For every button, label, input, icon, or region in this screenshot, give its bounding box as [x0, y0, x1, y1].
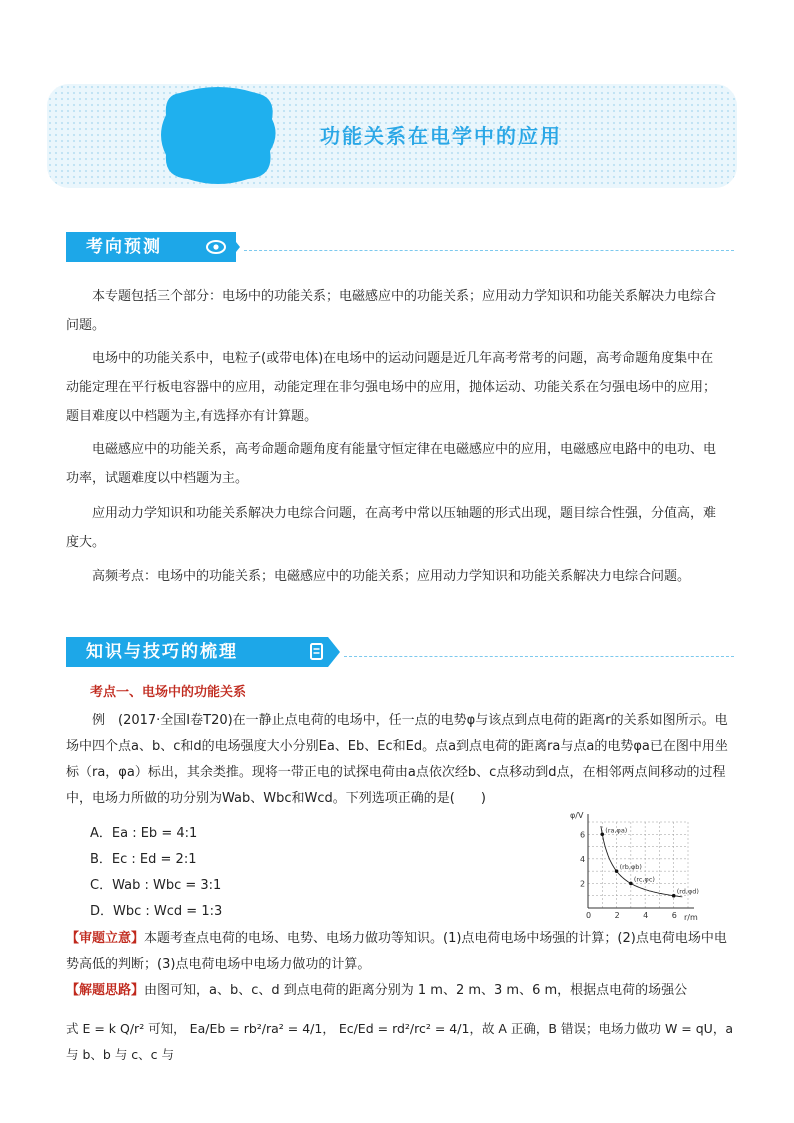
analysis-text: 本题考查点电荷的电场、电势、电场力做功等知识。(1)点电荷电场中场强的计算；(2)点电荷电场中电势高低的判断；(3)点电荷电场中电场力做功的计算。 [66, 931, 727, 972]
forecast-paragraph-2: 电场中的功能关系中，电粒子(或带电体)在电场中的运动问题是近几年高考常考的问题，高考命题角度集中在动能定理在平行板电容器中的应用，动能定理在非匀强电场中的应用，抛体运动、功能关系在匀强电场中的应用；题目难度以中档题为主,有选择亦有计算题。 [66, 351, 717, 424]
divider [244, 250, 734, 251]
section-header-knowledge [66, 637, 324, 667]
point-label: (rd,φd) [676, 887, 699, 896]
decorative-blob [160, 85, 276, 185]
data-point [615, 869, 619, 873]
x-tick-label: 4 [643, 911, 649, 920]
forecast-paragraph-5: 高频考点：电场中的功能关系；电磁感应中的功能关系；应用动力学知识和功能关系解决力电综合问题。 [92, 569, 691, 584]
example-question: 例 (2017·全国Ⅰ卷T20)在一静止点电荷的电场中，任一点的电势φ与该点到点电荷的距离r的关系如图所示。电场中四个点a、b、c和d的电场强度大小分别Ea、Eb、Ec和Ed。点a到点电荷的距离ra与点a的电势φa已在图中用坐标（ra，φa）标出，其余类推。现将一带正电的试探电荷由a点依次经b、c点移动到d点，在相邻两点间移动的过程中，电场力所做的功分别为Wab、Wbc和Wcd。下列选项正确的是( ) [66, 713, 728, 806]
option-a: A．Ea : Eb = 4:1 [90, 826, 198, 841]
field-ratio-ab: Ea/Eb = rb²/ra² = 4/1， [189, 1021, 335, 1036]
point-label: (ra,φa) [605, 826, 628, 835]
eye-icon [200, 232, 240, 262]
y-tick-label: 6 [580, 830, 586, 840]
forecast-paragraph-3: 电磁感应中的功能关系，高考命题命题角度有能量守恒定律在电磁感应中的应用，电磁感应电路中的电功、电功率，试题难度以中档题为主。 [66, 442, 717, 486]
solution-tag: 【解题思路】 [66, 983, 145, 998]
forecast-paragraph-4: 应用动力学知识和功能关系解决力电综合问题，在高考中常以压轴题的形式出现，题目综合性强，分值高，难度大。 [66, 506, 717, 550]
divider [344, 656, 734, 657]
solution-line-2 [66, 1016, 736, 1068]
x-tick-label: 2 [614, 911, 620, 920]
solution-text-2a: 式 E = k Q/r² 可知， [66, 1021, 186, 1036]
data-point [600, 832, 604, 836]
knowledge-point-heading: 考点一、电场中的功能关系 [90, 685, 247, 700]
y-tick-label: 4 [580, 854, 586, 864]
option-d: D．Wbc : Wcd = 1:3 [90, 904, 223, 919]
potential-distance-graph [566, 811, 699, 922]
x-axis-label: r/m [684, 913, 698, 922]
solution-text-2b: ，故 A 正确，B 错误；电场力做功 W = qU，a 与 b、b 与 c、c 与 [66, 1021, 733, 1062]
data-point [629, 882, 633, 886]
section-title-forecast: 考向预测 [86, 237, 162, 257]
solution-text-1: 由图可知，a、b、c、d 到点电荷的距离分别为 1 m、2 m、3 m、6 m，根据点电荷的场强公 [144, 983, 688, 998]
page-title: 功能关系在电学中的应用 [320, 124, 562, 148]
data-point [672, 894, 676, 898]
solution-line-1 [66, 978, 736, 1004]
y-axis-label: φ/V [570, 811, 584, 820]
forecast-paragraph-1: 本专题包括三个部分：电场中的功能关系；电磁感应中的功能关系；应用动力学知识和功能关系解决力电综合问题。 [66, 289, 717, 333]
point-label: (rc,φc) [633, 875, 655, 884]
option-b: B．Ec : Ed = 2:1 [90, 852, 197, 867]
potential-curve [601, 826, 682, 897]
field-ratio-cd: Ec/Ed = rd²/rc² = 4/1 [338, 1021, 470, 1036]
notepad-icon [300, 637, 340, 667]
analysis-paragraph [66, 926, 736, 978]
x-tick-label: 0 [586, 911, 592, 920]
x-tick-label: 6 [671, 911, 677, 920]
y-tick-label: 2 [580, 879, 586, 889]
option-c: C．Wab : Wbc = 3:1 [90, 878, 222, 893]
section-title-knowledge: 知识与技巧的梳理 [86, 642, 238, 662]
point-label: (rb,φb) [619, 863, 642, 872]
analysis-tag: 【审题立意】 [66, 931, 145, 946]
